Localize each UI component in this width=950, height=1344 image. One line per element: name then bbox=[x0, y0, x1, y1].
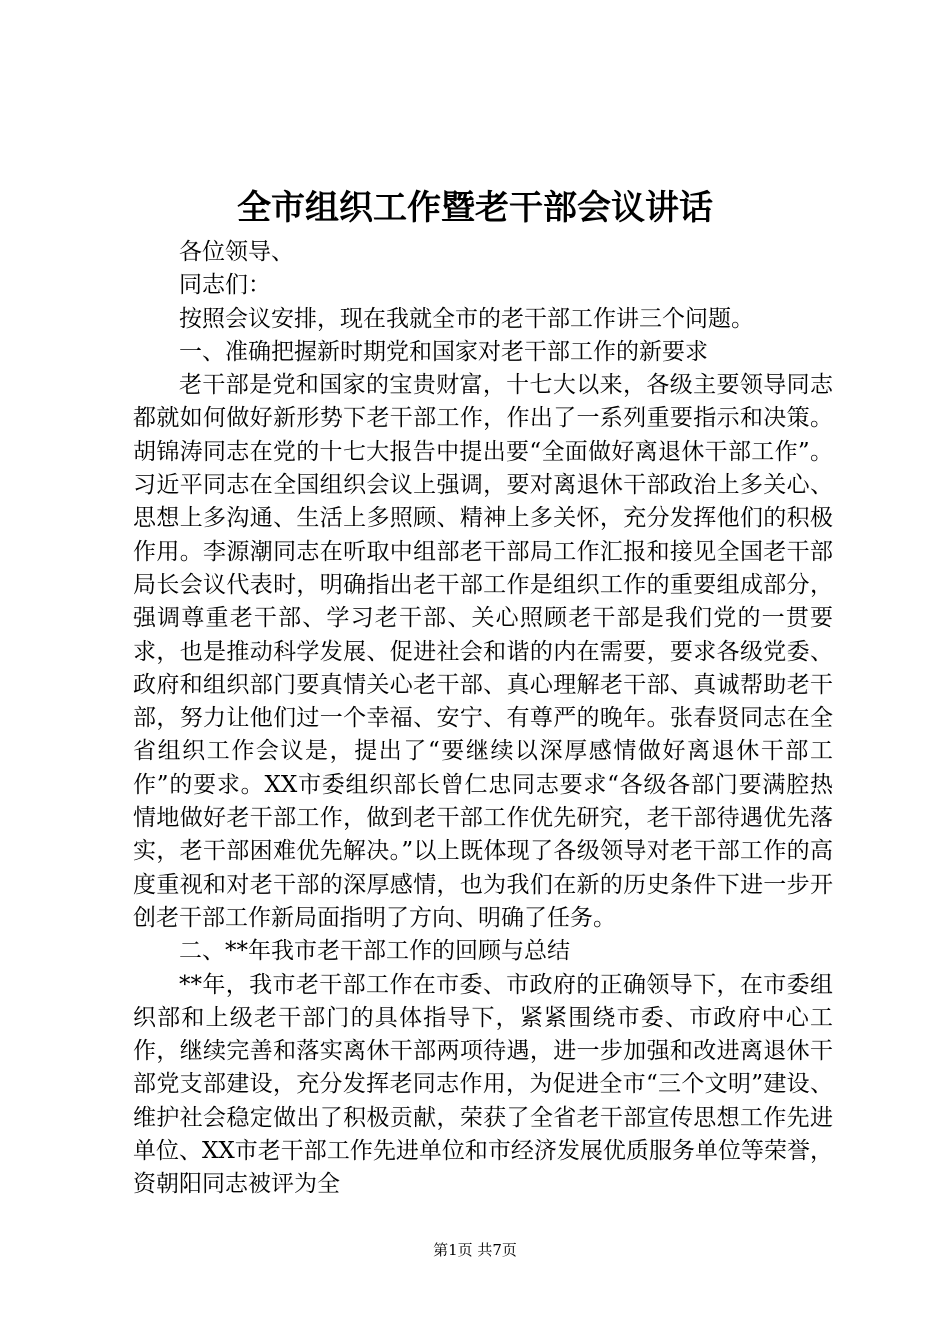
section-heading-2: 二、**年我市老干部工作的回顾与总结 bbox=[179, 938, 570, 965]
body-paragraph-1: 老干部是党和国家的宝贵财富，十七大以来，各级主要领导同志都就如何做好新形势下老干部工作，作出了一系列重要指示和决策。胡锦涛同志在党的十七大报告中提出要“全面做好离退休干部工作”。习近平同志在全国组织会议上强调，要对离退休干部政治上多关心、思想上多沟通、生活上多照顾、精神上多关怀，充分发挥他们的积极作用。李源潮同志在听取中组部老干部局工作汇报和接见全国老干部局长会议代表时，明确指出老干部工作是组织工作的重要组成部分，强调尊重老干部、学习老干部、关心照顾老干部是我们党的一贯要求，也是推动科学发展、促进社会和谐的内在需要，要求各级党委、政府和组织部门要真情关心老干部、真心理解老干部、真诚帮助老干部，努力让他们过一个幸福、安宁、有尊严的晚年。张春贤同志在全省组织工作会议是，提出了“要继续以深厚感情做好离退休干部工作”的要求。XX市委组织部长曾仁忠同志要求“各级各部门要满腔热情地做好老干部工作，做到老干部工作优先研究，老干部待遇优先落实，老干部困难优先解决。”以上既体现了各级领导对老干部工作的高度重视和对老干部的深厚感情，也为我们在新的历史条件下进一步开创老干部工作新局面指明了方向、明确了任务。 bbox=[133, 372, 833, 931]
section-heading-1: 一、准确把握新时期党和国家对老干部工作的新要求 bbox=[179, 338, 708, 365]
salutation-line-2: 同志们： bbox=[179, 272, 271, 299]
page-footer: 第1页 共7页 bbox=[433, 1241, 517, 1259]
document-body bbox=[133, 236, 833, 1202]
intro-paragraph: 按照会议安排，现在我就全市的老干部工作讲三个问题。 bbox=[179, 305, 754, 332]
salutation-line-1: 各位领导、 bbox=[179, 239, 294, 265]
document-title: 全市组织工作暨老干部会议讲话 bbox=[237, 188, 713, 228]
body-paragraph-2: **年，我市老干部工作在市委、市政府的正确领导下，在市委组织部和上级老干部门的具体指导下，紧紧围绕市委、市政府中心工作，继续完善和落实离休干部两项待遇，进一步加强和改进离退休干部党支部建设，充分发挥老同志作用，为促进全市“三个文明”建设、维护社会稳定做出了积极贡献，荣获了全省老干部宣传思想工作先进单位、XX市老干部工作先进单位和市经济发展优质服务单位等荣誉，资朝阳同志被评为全 bbox=[133, 971, 833, 1198]
